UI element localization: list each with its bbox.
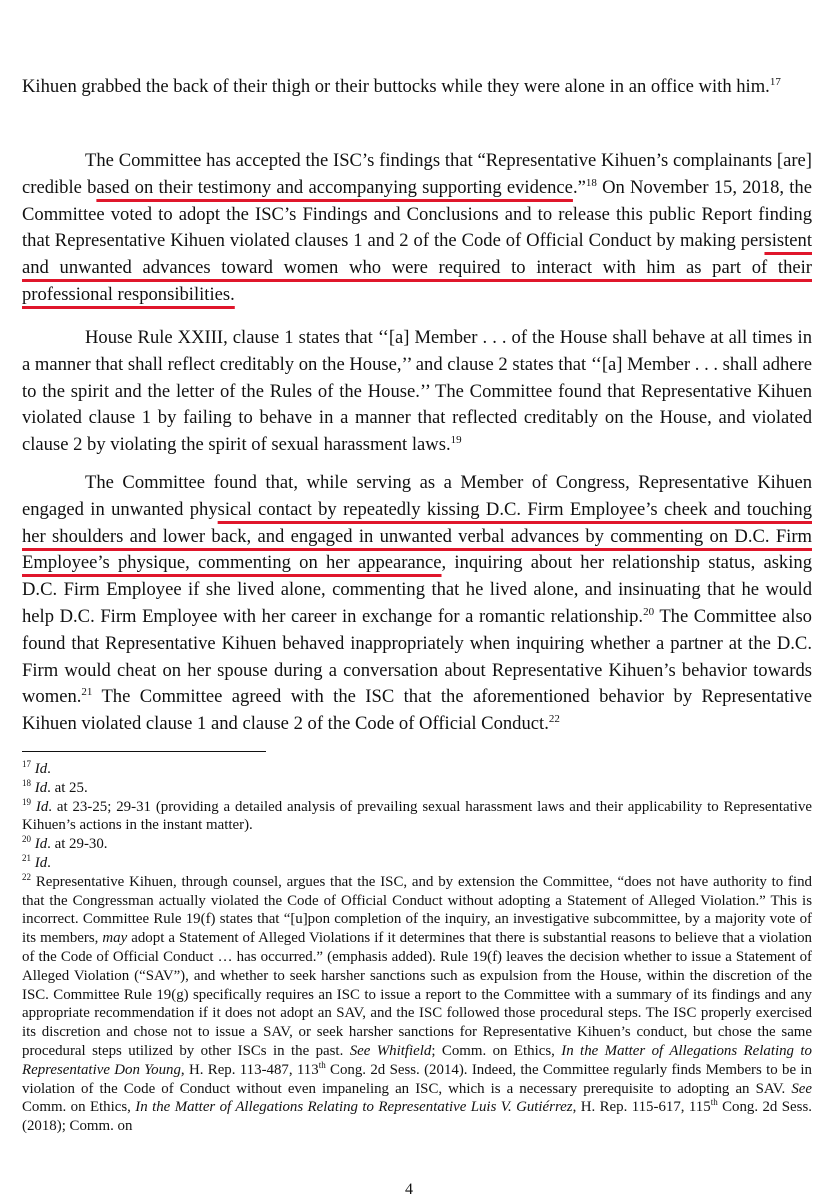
- p2-text-a: The Committee has accepted the ISC’s findings that “Representative Kihuen’s complainants [are] credible b: [22, 150, 812, 198]
- footnote-21: $^{21}$ Id.: [22, 853, 51, 871]
- footnotes-section: [22, 760, 812, 1136]
- p2-text-b: .”: [572, 176, 586, 198]
- p3-text: House Rule XXIII, clause 1 states that ‘‘[a] Member . . . of the House shall behave at all times in a manner that shall reflect creditably on the House,’’ and clause 2 states that ‘‘[a] Member . . . shall adhere to the spirit and the letter of the Rules of the House.’’ The Committee found that Representative Kihuen violated clause 1 by failing to behave in a manner that reflected creditably on the House, and violated clause 2 by violating the spirit of sexual harassment laws.: [22, 327, 812, 456]
- p2-text-c: On November 15, 2018, the Committee voted to adopt the ISC’s Findings and Conclusions and to release this public Report finding that Representative Kihuen violated clauses 1 and 2 of the Code of Official Conduct by making per: [22, 176, 812, 252]
- footnote-18: $^{18}$ Id. at 25.: [22, 777, 88, 796]
- footnote-ref-22[interactable]: 22: [548, 712, 560, 725]
- paragraph-1: [22, 74, 812, 101]
- paragraph-2: [22, 148, 812, 309]
- footnote-20: $^{20}$ Id. at 29-30.: [22, 834, 108, 853]
- paragraph-4: [22, 470, 812, 738]
- footnote-ref-21[interactable]: 21: [81, 686, 93, 699]
- footnote-ref-19[interactable]: 19: [450, 434, 462, 446]
- highlight-underline-1: ased on their testimony and accompanying supporting evidence: [96, 176, 573, 198]
- footnote-17: $^{17}$ Id.: [22, 759, 51, 777]
- page-number: 4: [405, 1181, 413, 1198]
- paragraph-3: [22, 325, 812, 459]
- p4-text-d: The Committee agreed with the ISC that the aforementioned behavior by Representative Kihuen violated clause 1 and clause 2 of the Code of Official Conduct.: [22, 686, 812, 735]
- footnote-ref-20[interactable]: 20: [643, 605, 655, 618]
- footnote-ref-18[interactable]: 18: [585, 176, 597, 189]
- highlight-underline-3: sical contact by repeatedly kissing D.C. Firm Employee’s cheek and touching her shoulders and lower back, and engaged in unwanted verbal advances by commenting on D.C. Firm Employee’s physique, commenting on her appearance: [22, 498, 812, 574]
- p4-text-b: , inquiring about her relationship status, asking D.C. Firm Employee if she lived alone, commenting that he lived alone, and insinuating that he would help D.C. Firm Employee with her career in exchange for a romantic relationship.: [22, 552, 812, 627]
- p4-text-a: The Committee found that, while serving as a Member of Congress, Representative Kihuen engaged in unwanted phy: [22, 472, 812, 520]
- footnote-ref-17[interactable]: 17: [769, 75, 781, 88]
- footnote-divider: [22, 751, 266, 752]
- footnote-19: $^{19}$ Id. at 23-25; 29-31 (providing a detailed analysis of prevailing sexual harassment laws and their applicability to Representative Kihuen’s actions in the instant matter).: [22, 796, 812, 834]
- footnote-22: $^{22}$ Representative Kihuen, through counsel, argues that the ISC, and by extension the Committee, “does not have authority to find that the Congressman actually violated the Code of Official Conduct without adopting a Statement of Alleged Violation.” This is incorrect. Committee Rule 19(f) states that “[u]pon completion of the inquiry, an investigative subcommittee, by a majority vote of its members, may adopt a Statement of Alleged Violations if it determines that there is substantial reasons to believe that a violation of the Code of Official Conduct … has occurred.” (emphasis added). Rule 19(f) leaves the decision whether to issue a Statement of Alleged Violation (“SAV”), and whether to seek harsher sanctions such as expulsion from the House, within the discretion of the ISC. Committee Rule 19(g) specifically requires an ISC to issue a report to the Committee with a summary of its findings and any appropriate recommendation if it does not adopt an SAV, and the ISC followed those procedural steps. The ISC properly exercised its discretion and chose not to issue a SAV, or seek harsher sanctions for Representative Kihuen’s conduct, but chose the same procedural steps utilized by other ISCs in the past. See Whitfield; Comm. on Ethics, In the Matter of Allegations Relating to Representative Don Young, H. Rep. 113-487, 113th Cong. 2d Sess. (2014). Indeed, the Committee regularly finds Members to be in violation of the Code of Conduct without even impaneling an ISC, which is a necessary prerequisite to adopting an SAV. See Comm. on Ethics, In the Matter of Allegations Relating to Representative Luis V. Gutiérrez, H. Rep. 115-617, 115th Cong. 2d Sess. (2018); Comm. on: [22, 871, 812, 1135]
- highlight-underline-2: sistent and unwanted advances toward women who were required to interact with him as part of their professional responsibilities.: [22, 230, 812, 305]
- p4-text-c: The Committee also found that Representative Kihuen behaved inappropriately when inquiring whether a partner at the D.C. Firm would cheat on her spouse during a conversation about Representative Kihuen’s behavior towards women.: [22, 605, 812, 708]
- p1-text: Kihuen grabbed the back of their thigh or their buttocks while they were alone in an office with him.: [22, 76, 770, 97]
